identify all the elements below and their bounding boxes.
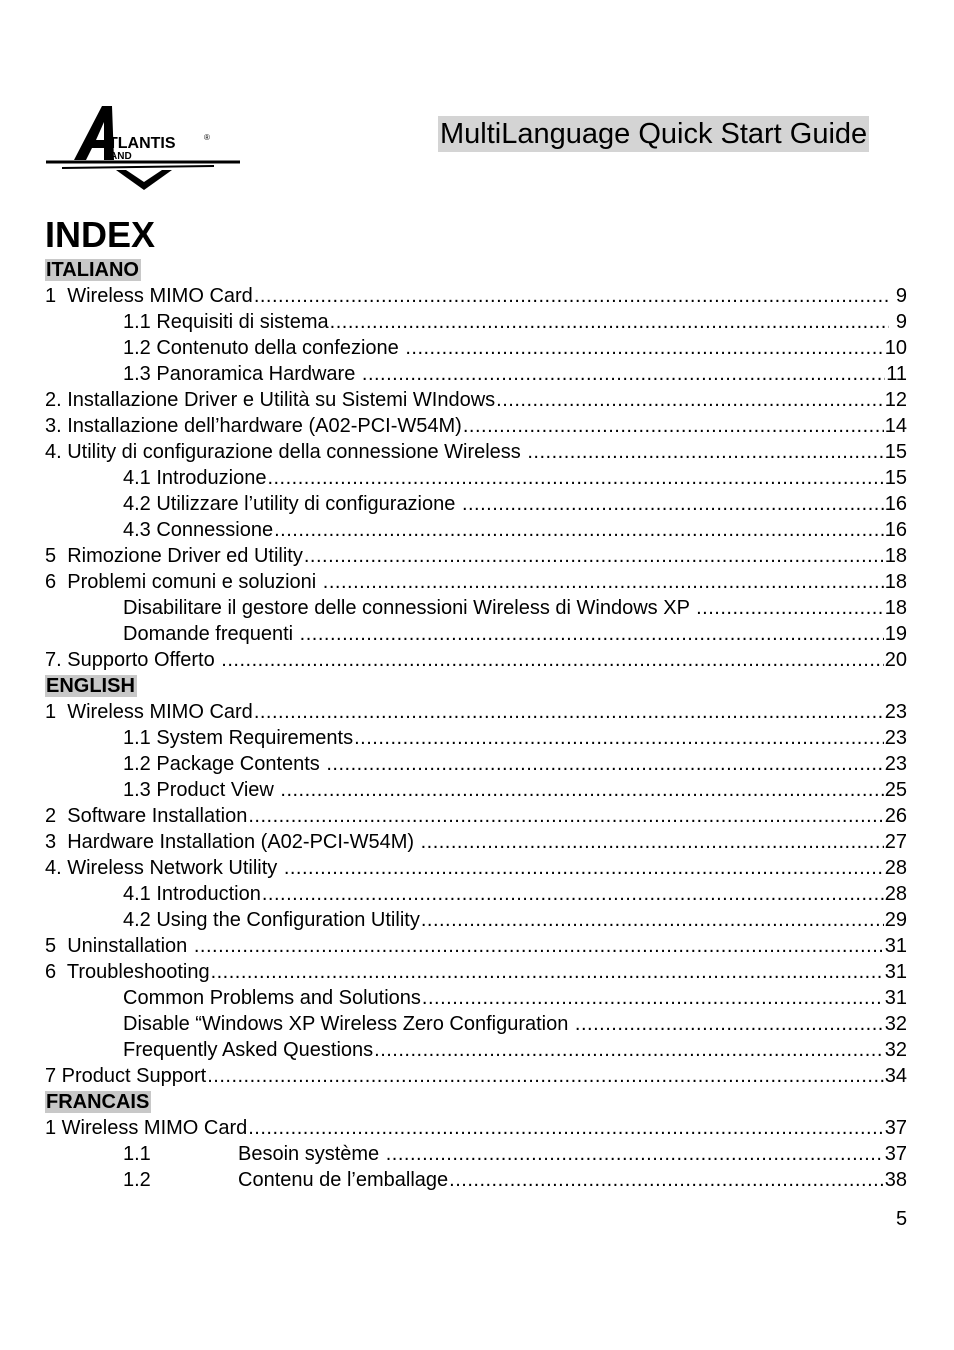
toc-leader-dots [300, 621, 884, 647]
toc-leader-dots [284, 855, 884, 881]
toc-entry-page: 28 [884, 857, 907, 879]
toc-entry[interactable] [45, 829, 907, 855]
toc-entry[interactable] [45, 569, 907, 595]
toc-entry-label: Common Problems and Solutions [123, 987, 421, 1009]
toc-entry-number: 1.1 [123, 1143, 151, 1165]
logo-sub: AND [110, 151, 132, 162]
toc-leader-dots [326, 751, 883, 777]
toc-entry-label: Besoin système [238, 1143, 385, 1165]
toc-entry[interactable] [45, 621, 907, 647]
toc-entry-page: 16 [884, 519, 907, 541]
toc-entry-page: 15 [884, 441, 907, 463]
toc-leader-dots [362, 361, 885, 387]
toc-entry-label: 6 Troubleshooting [45, 961, 210, 983]
toc-entry-page: 23 [884, 701, 907, 723]
toc-entry[interactable] [45, 1115, 907, 1141]
toc-entry-page: 37 [884, 1143, 907, 1165]
toc-leader-dots [374, 1037, 884, 1063]
toc-entry[interactable] [45, 881, 907, 907]
toc-entry-page: 34 [884, 1065, 907, 1087]
toc-leader-dots [354, 725, 884, 751]
toc-entry[interactable] [45, 959, 907, 985]
toc-entry[interactable] [45, 1037, 907, 1063]
toc-entry-page: 11 [886, 363, 907, 385]
toc-entry-label: 7 Product Support [45, 1065, 207, 1087]
toc-leader-dots [496, 387, 884, 413]
toc-leader-dots [248, 1115, 884, 1141]
toc-entry[interactable] [45, 465, 907, 491]
toc-leader-dots [280, 777, 883, 803]
toc-entry[interactable] [45, 1167, 907, 1193]
toc-leader-dots [248, 803, 883, 829]
toc-leader-dots [254, 699, 884, 725]
atlantis-land-logo [44, 104, 244, 196]
toc-leader-dots [207, 1063, 884, 1089]
toc-entry-label: Disable “Windows XP Wireless Zero Configuration [123, 1013, 574, 1035]
section-heading-label: ITALIANO [46, 259, 139, 281]
toc-entry-label: 5 Rimozione Driver ed Utility [45, 545, 303, 567]
toc-entry[interactable] [45, 335, 907, 361]
toc-leader-dots [267, 465, 883, 491]
section-heading [45, 673, 907, 699]
toc-leader-dots [696, 595, 884, 621]
toc-entry-label: 1.2 Package Contents [123, 753, 326, 775]
toc-entry-label: 1.2 Contenuto della confezione [123, 337, 405, 359]
toc-entry-page: 26 [884, 805, 907, 827]
toc-leader-dots [323, 569, 884, 595]
toc-entry[interactable] [45, 725, 907, 751]
guide-title: MultiLanguage Quick Start Guide [440, 118, 868, 150]
toc-entry[interactable] [45, 283, 907, 309]
toc-entry[interactable] [45, 439, 907, 465]
toc-leader-dots [221, 647, 883, 673]
toc-leader-dots [194, 933, 884, 959]
section-heading [45, 1089, 907, 1115]
toc-entry-label: 4.3 Connessione [123, 519, 274, 541]
toc-entry-label: 1 Wireless MIMO Card [45, 701, 253, 723]
toc-entry-page: 27 [884, 831, 907, 853]
toc-leader-dots [422, 985, 884, 1011]
toc-entry-page: 23 [884, 727, 907, 749]
toc-leader-dots [274, 517, 884, 543]
toc-entry-label: 1.1 System Requirements [123, 727, 354, 749]
toc-entry-label: 6 Problemi comuni e soluzioni [45, 571, 322, 593]
logo-registered: ® [204, 133, 210, 142]
toc-leader-dots [527, 439, 883, 465]
section-heading [45, 257, 907, 283]
toc-leader-dots [421, 829, 884, 855]
toc-entry-page: 10 [884, 337, 907, 359]
toc-entry-page: 32 [884, 1039, 907, 1061]
toc-entry[interactable] [45, 309, 907, 335]
toc-entry-page: 9 [890, 311, 907, 333]
toc-leader-dots [262, 881, 884, 907]
toc-entry[interactable] [45, 777, 907, 803]
toc-entry-label: 1.1 Requisiti di sistema [123, 311, 329, 333]
toc-entry[interactable] [45, 543, 907, 569]
toc-entry[interactable] [45, 751, 907, 777]
toc-entry[interactable] [45, 595, 907, 621]
toc-entry[interactable] [45, 803, 907, 829]
toc-entry-label: Domande frequenti [123, 623, 299, 645]
toc-entry[interactable] [45, 907, 907, 933]
toc-entry-number: 1.2 [123, 1169, 151, 1191]
index-heading: INDEX [45, 214, 156, 255]
toc-entry[interactable] [45, 1141, 907, 1167]
toc-entry-page: 19 [884, 623, 907, 645]
toc-leader-dots [211, 959, 884, 985]
table-of-contents [45, 257, 907, 1193]
toc-entry-page: 18 [884, 571, 907, 593]
toc-entry-page: 23 [884, 753, 907, 775]
toc-entry-page: 29 [884, 909, 907, 931]
toc-entry-label: 4.1 Introduction [123, 883, 261, 905]
toc-entry-page: 31 [884, 935, 907, 957]
toc-entry-label: 1 Wireless MIMO Card [45, 1117, 248, 1139]
toc-entry[interactable] [45, 647, 907, 673]
toc-leader-dots [575, 1011, 884, 1037]
toc-entry-label: 7. Supporto Offerto [45, 649, 221, 671]
toc-entry[interactable] [45, 387, 907, 413]
toc-entry-label: 4. Utility di configurazione della connessione Wireless [45, 441, 527, 463]
toc-entry-page: 25 [884, 779, 907, 801]
toc-entry-page: 15 [884, 467, 907, 489]
toc-entry[interactable] [45, 413, 907, 439]
toc-leader-dots [304, 543, 884, 569]
toc-entry-page: 14 [884, 415, 907, 437]
toc-entry-page: 37 [884, 1117, 907, 1139]
toc-entry-page: 31 [884, 987, 907, 1009]
toc-entry[interactable] [45, 1011, 907, 1037]
toc-entry-page: 32 [884, 1013, 907, 1035]
toc-entry-label: 2 Software Installation [45, 805, 248, 827]
toc-leader-dots [449, 1167, 884, 1193]
toc-entry[interactable] [45, 699, 907, 725]
toc-entry-page: 9 [890, 285, 907, 307]
page-number: 5 [896, 1208, 908, 1230]
toc-entry-label: 2. Installazione Driver e Utilità su Sistemi WIndows [45, 389, 496, 411]
logo-text: TLANTIS [108, 135, 176, 152]
toc-entry-label: 3. Installazione dell’hardware (A02-PCI-W54M) [45, 415, 462, 437]
toc-entry-label: Frequently Asked Questions [123, 1039, 374, 1061]
toc-entry-page: 28 [884, 883, 907, 905]
toc-entry-label: 1.3 Panoramica Hardware [123, 363, 361, 385]
toc-entry[interactable] [45, 933, 907, 959]
toc-leader-dots [405, 335, 883, 361]
toc-entry-label: Disabilitare il gestore delle connessioni Wireless di Windows XP [123, 597, 696, 619]
toc-leader-dots [254, 283, 890, 309]
toc-entry-page: 18 [884, 545, 907, 567]
section-heading-label: FRANCAIS [46, 1091, 150, 1113]
toc-entry-page: 20 [884, 649, 907, 671]
toc-leader-dots [421, 907, 884, 933]
toc-leader-dots [330, 309, 890, 335]
toc-entry-label: 1 Wireless MIMO Card [45, 285, 253, 307]
toc-entry[interactable] [45, 855, 907, 881]
toc-entry-label: 1.3 Product View [123, 779, 280, 801]
toc-entry[interactable] [45, 491, 907, 517]
section-heading-label: ENGLISH [46, 675, 135, 697]
toc-entry-label: 4.2 Utilizzare l’utility di configurazione [123, 493, 461, 515]
toc-leader-dots [386, 1141, 884, 1167]
toc-entry-page: 12 [884, 389, 907, 411]
toc-entry-page: 38 [884, 1169, 907, 1191]
toc-entry[interactable] [45, 1063, 907, 1089]
toc-entry[interactable] [45, 985, 907, 1011]
toc-entry-label: 5 Uninstallation [45, 935, 193, 957]
toc-entry-label: 3 Hardware Installation (A02-PCI-W54M) [45, 831, 420, 853]
toc-entry[interactable] [45, 361, 907, 387]
toc-leader-dots [463, 413, 884, 439]
toc-entry-page: 16 [884, 493, 907, 515]
toc-entry-page: 31 [884, 961, 907, 983]
toc-entry-label: Contenu de l’emballage [238, 1169, 449, 1191]
toc-entry-page: 18 [884, 597, 907, 619]
toc-entry-label: 4.1 Introduzione [123, 467, 267, 489]
toc-entry-label: 4. Wireless Network Utility [45, 857, 283, 879]
toc-entry-label: 4.2 Using the Configuration Utility [123, 909, 420, 931]
toc-entry[interactable] [45, 517, 907, 543]
toc-leader-dots [462, 491, 884, 517]
